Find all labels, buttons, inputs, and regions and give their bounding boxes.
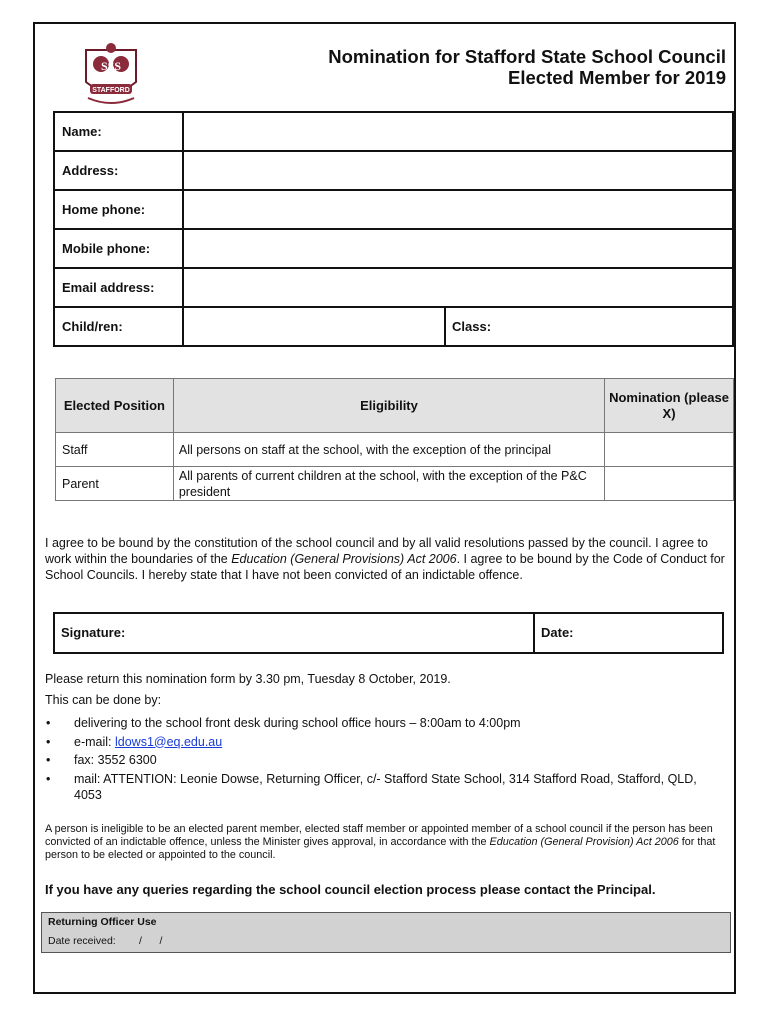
name-label: Name: xyxy=(62,124,102,139)
return-intro: This can be done by: xyxy=(45,693,162,707)
returning-officer-heading: Returning Officer Use xyxy=(48,916,157,928)
return-deadline: Please return this nomination form by 3.30 pm, Tuesday 8 October, 2019. xyxy=(45,672,451,686)
list-item: • e-mail: ldows1@eq.edu.au xyxy=(46,734,223,749)
class-field[interactable] xyxy=(510,309,731,344)
mobile-phone-field[interactable] xyxy=(186,231,731,265)
name-field[interactable] xyxy=(186,114,731,148)
crest-label: STAFFORD xyxy=(92,87,130,94)
title-line-2: Elected Member for 2019 xyxy=(508,67,726,88)
eligibility-header: Eligibility xyxy=(173,379,604,433)
mobile-phone-label: Mobile phone: xyxy=(62,241,151,256)
date-field[interactable] xyxy=(585,615,721,651)
elected-position-header: Elected Position xyxy=(56,379,174,433)
eligibility-table xyxy=(55,378,734,501)
eligibility-parent: All parents of current children at the school, with the exception of the P&C president xyxy=(173,467,604,501)
address-label: Address: xyxy=(62,163,119,178)
eligibility-staff: All persons on staff at the school, with the exception of the principal xyxy=(173,433,604,467)
title-line-1: Nomination for Stafford State School Council xyxy=(328,46,726,67)
children-field[interactable] xyxy=(186,309,441,344)
date-received: Date received: / / xyxy=(48,935,163,947)
signature-label: Signature: xyxy=(61,625,126,640)
return-methods-list xyxy=(45,715,725,806)
position-parent: Parent xyxy=(56,467,174,501)
agreement-paragraph: I agree to be bound by the constitution of the school council and by all valid resolutions passed by the council. I agree to work within the boundaries of the Education (General Provisions) Act 2006. I agree to be bound by the Code of Conduct for School Councils. I hereby state that I have not been convicted of an indictable offence. xyxy=(45,536,725,582)
email-link[interactable]: ldows1@eq.edu.au xyxy=(114,734,223,749)
home-phone-field[interactable] xyxy=(186,192,731,226)
position-staff: Staff xyxy=(56,433,174,467)
children-label: Child/ren: xyxy=(62,319,123,334)
school-crest-logo xyxy=(76,42,146,108)
crest-letters: SSS xyxy=(100,59,122,73)
list-item: • delivering to the school front desk during school office hours – 8:00am to 4:00pm xyxy=(46,716,521,730)
class-label: Class: xyxy=(452,319,492,334)
nomination-header: Nomination (please X) xyxy=(605,379,734,433)
table-row xyxy=(56,467,734,501)
queries-note: If you have any queries regarding the school council election process please contact the Principal. xyxy=(45,882,656,897)
address-field[interactable] xyxy=(186,153,731,187)
table-row xyxy=(56,433,734,467)
date-label: Date: xyxy=(541,625,574,640)
ineligibility-note: A person is ineligible to be an elected parent member, elected staff member or appointed member of a school council if the person has been convicted of an indictable offence, unless the Minister gives approval, in accordance with the Education (General Provision) Act 2006 for that person to be elected or appointed to the council. xyxy=(45,823,716,861)
email-address-label: Email address: xyxy=(62,280,155,295)
nomination-checkbox-parent[interactable] xyxy=(605,467,734,501)
returning-officer-box xyxy=(41,912,731,953)
nomination-checkbox-staff[interactable] xyxy=(605,433,734,467)
form-title xyxy=(328,46,726,88)
list-item: • mail: ATTENTION: Leonie Dowse, Returning Officer, c/- Stafford State School, 314 Stafford Road, Stafford, QLD, 4053 xyxy=(46,771,697,802)
eligibility-header-row xyxy=(56,379,734,433)
home-phone-label: Home phone: xyxy=(62,202,146,217)
list-item: • fax: 3552 6300 xyxy=(46,753,157,767)
email-field[interactable] xyxy=(186,270,731,304)
signature-field[interactable] xyxy=(140,615,530,651)
